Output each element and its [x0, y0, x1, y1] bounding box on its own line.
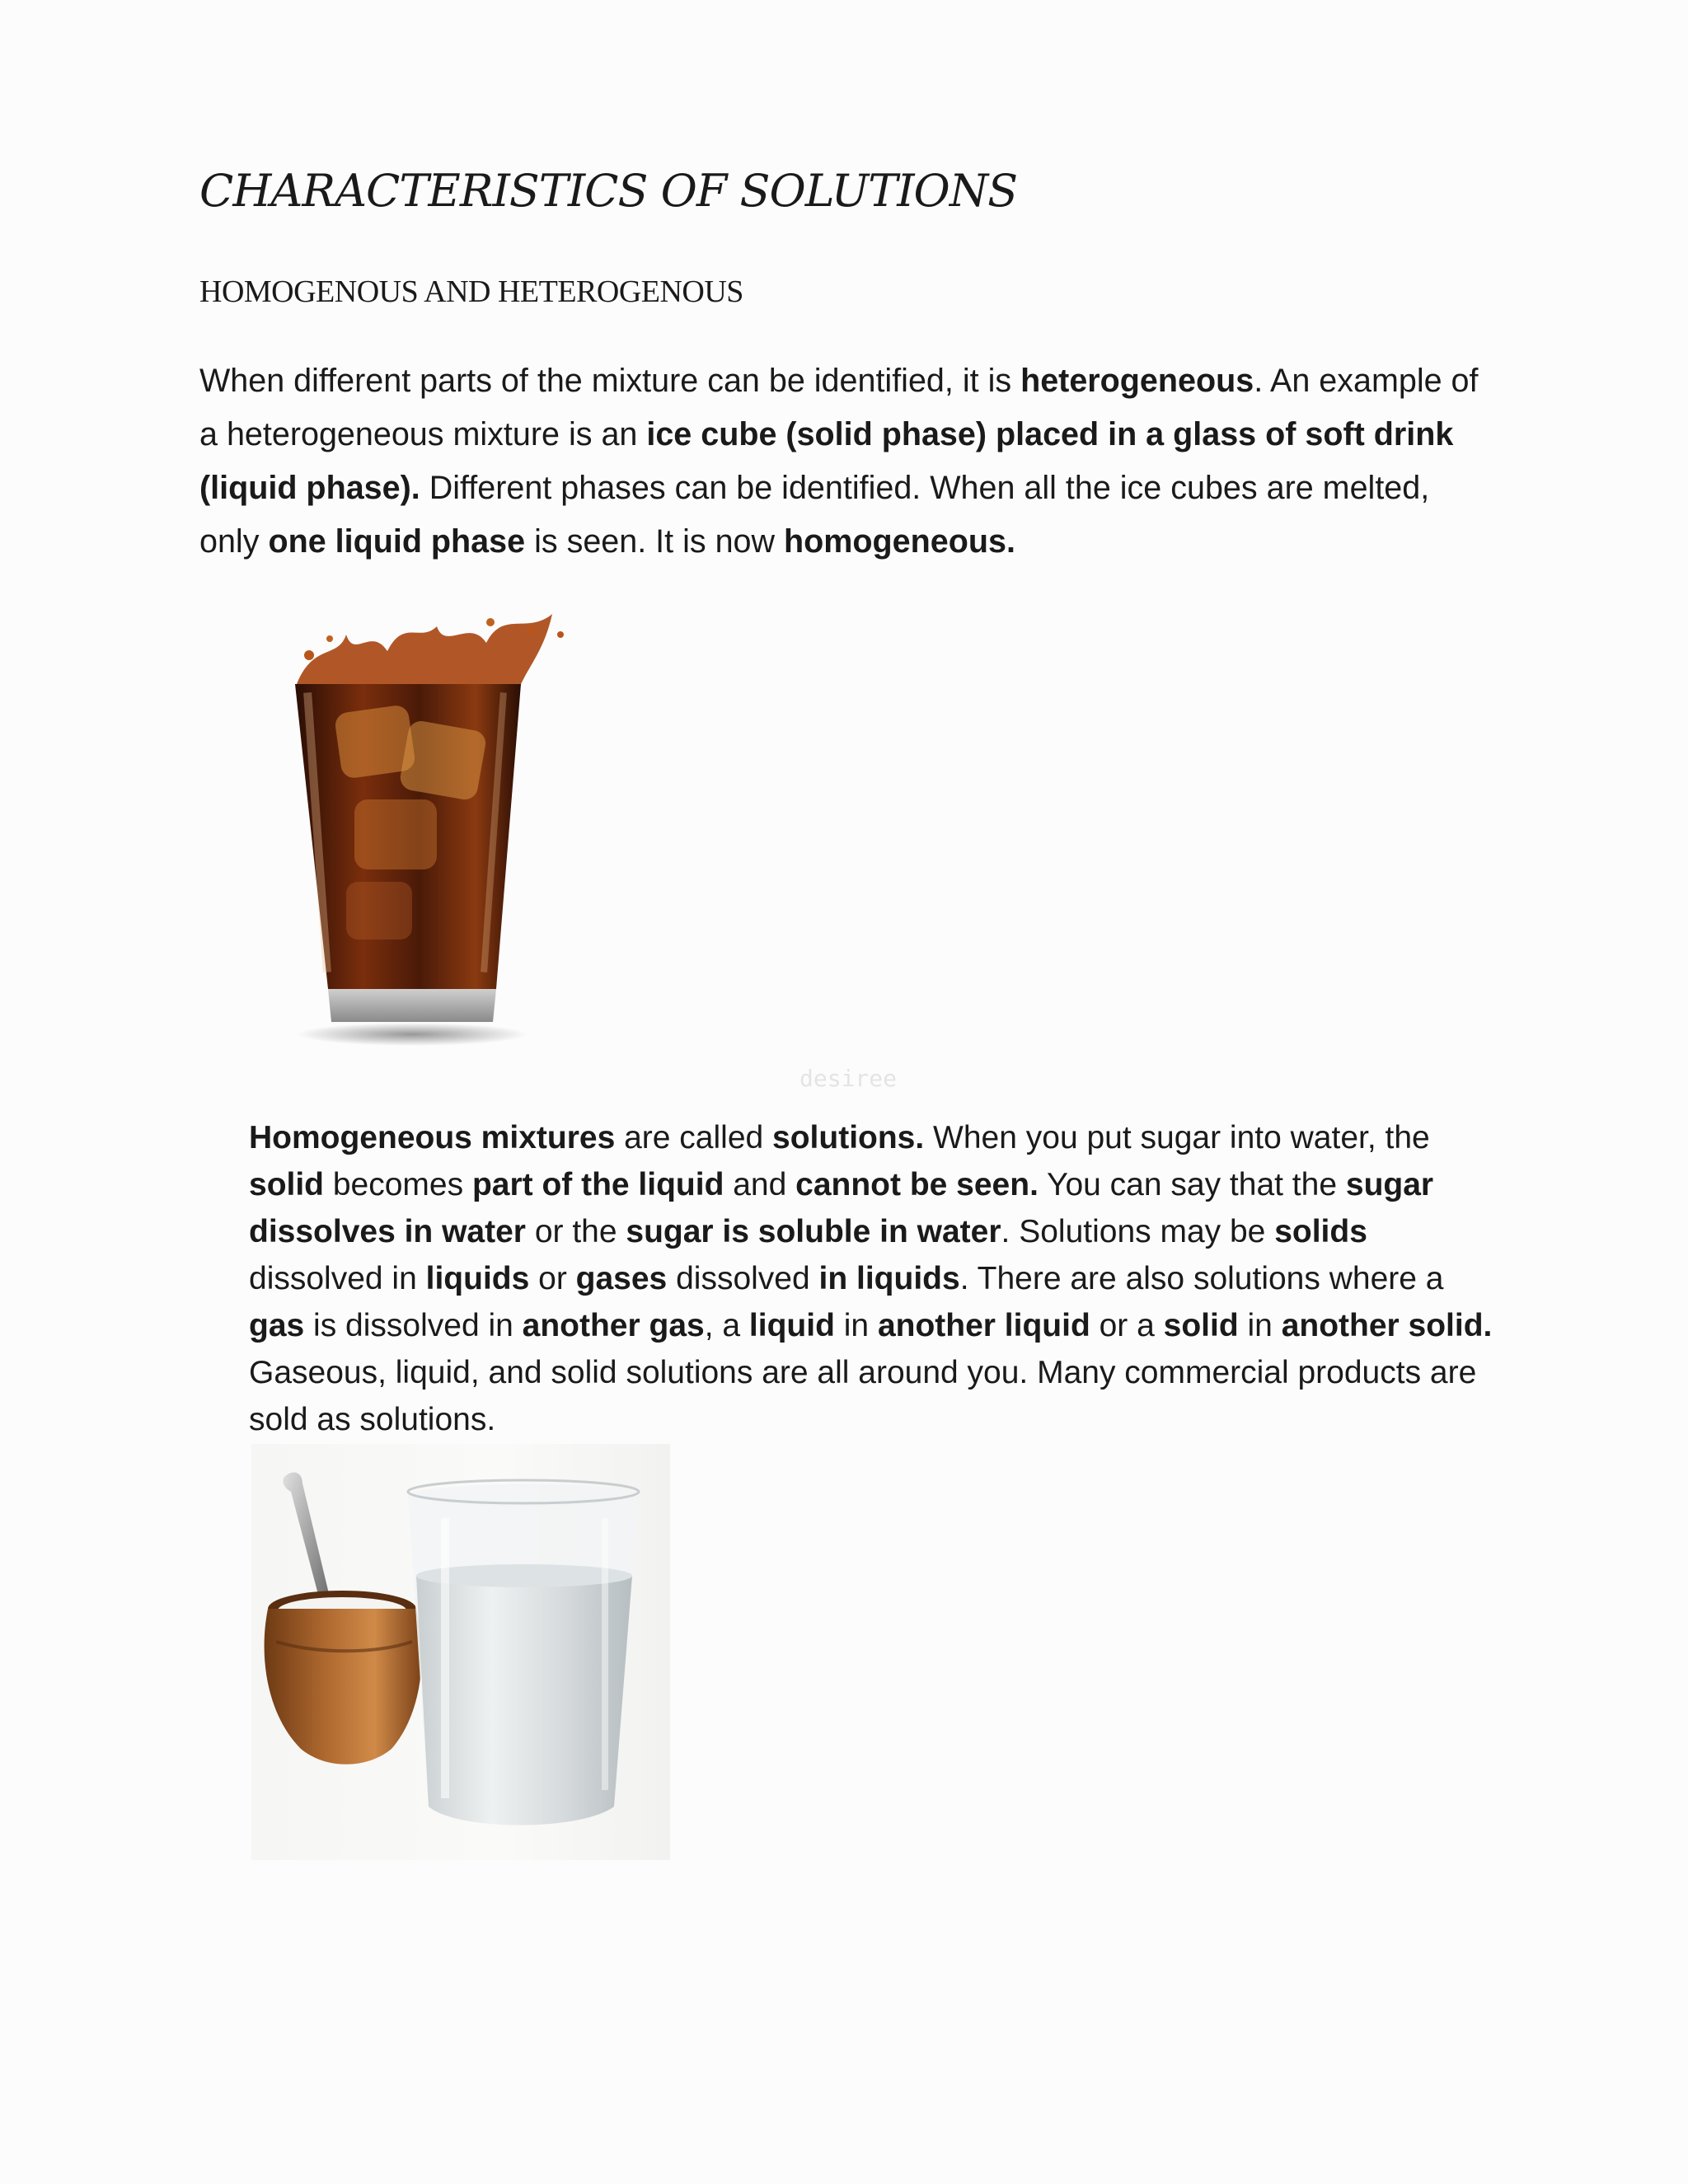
- text-run: in: [1238, 1308, 1282, 1343]
- text-run: . An example of a heterogeneous mixture is an: [199, 363, 1479, 452]
- text-run: in: [834, 1308, 878, 1343]
- text-run: or: [529, 1261, 576, 1296]
- text-run: Different phases can be identified. When all the ice cubes are melted, only: [199, 470, 1430, 560]
- text-run: . There are also solutions where a: [959, 1261, 1444, 1296]
- soft-drink-glass-image: [280, 610, 577, 1055]
- bold-term: solutions.: [772, 1120, 925, 1155]
- text-run: . Solutions may be: [1001, 1214, 1275, 1249]
- watermark-text: desiree: [799, 1065, 898, 1092]
- bold-term: Homogeneous mixtures: [249, 1120, 616, 1155]
- paragraph-heterogeneous: [199, 354, 1493, 569]
- bold-term: solid: [249, 1167, 325, 1202]
- sugar-water-image: [251, 1444, 670, 1860]
- bold-term: homogeneous.: [784, 523, 1015, 560]
- text-run: Gaseous, liquid, and solid solutions are all around you. Many commercial products are sold as solutions.: [249, 1355, 1477, 1437]
- text-run: are called: [615, 1120, 773, 1155]
- bold-term: ice cube (solid phase) placed in a glass of soft drink (liquid phase).: [199, 416, 1454, 506]
- bold-term: another solid.: [1281, 1308, 1493, 1343]
- text-run: or a: [1090, 1308, 1164, 1343]
- text-run: becomes: [324, 1167, 472, 1202]
- bold-term: sugar is soluble in water: [626, 1214, 1001, 1249]
- bold-term: solids: [1274, 1214, 1367, 1249]
- bold-term: another gas: [522, 1308, 705, 1343]
- bold-term: in liquids: [818, 1261, 960, 1296]
- text-run: and: [724, 1167, 796, 1202]
- bold-term: sugar dissolves in water: [249, 1167, 1434, 1249]
- paragraph-solutions: [249, 1114, 1502, 1443]
- text-run: or the: [525, 1214, 626, 1249]
- text-run: When you put sugar into water, the: [924, 1120, 1430, 1155]
- bold-term: one liquid phase: [268, 523, 526, 560]
- sugar-pot-and-water-glass-icon: [251, 1444, 670, 1860]
- bold-term: another liquid: [877, 1308, 1090, 1343]
- bold-term: liquid: [748, 1308, 835, 1343]
- bold-term: liquids: [425, 1261, 530, 1296]
- bold-term: cannot be seen.: [795, 1167, 1039, 1202]
- text-run: is seen. It is now: [525, 523, 785, 560]
- bold-term: gas: [249, 1308, 305, 1343]
- section-subtitle: HOMOGENOUS AND HETEROGENOUS: [199, 274, 743, 309]
- text-run: dissolved in: [249, 1261, 426, 1296]
- page-title: CHARACTERISTICS OF SOLUTIONS: [199, 165, 1018, 217]
- text-run: When different parts of the mixture can be identified, it is: [199, 363, 1021, 399]
- bold-term: gases: [575, 1261, 668, 1296]
- text-run: You can say that the: [1038, 1167, 1346, 1202]
- bold-term: part of the liquid: [471, 1167, 724, 1202]
- bold-term: solid: [1163, 1308, 1239, 1343]
- text-run: is dissolved in: [304, 1308, 523, 1343]
- text-run: , a: [704, 1308, 749, 1343]
- text-run: dissolved: [667, 1261, 819, 1296]
- bold-term: heterogeneous: [1020, 363, 1254, 399]
- soft-drink-glass-with-ice-icon: [280, 610, 577, 1055]
